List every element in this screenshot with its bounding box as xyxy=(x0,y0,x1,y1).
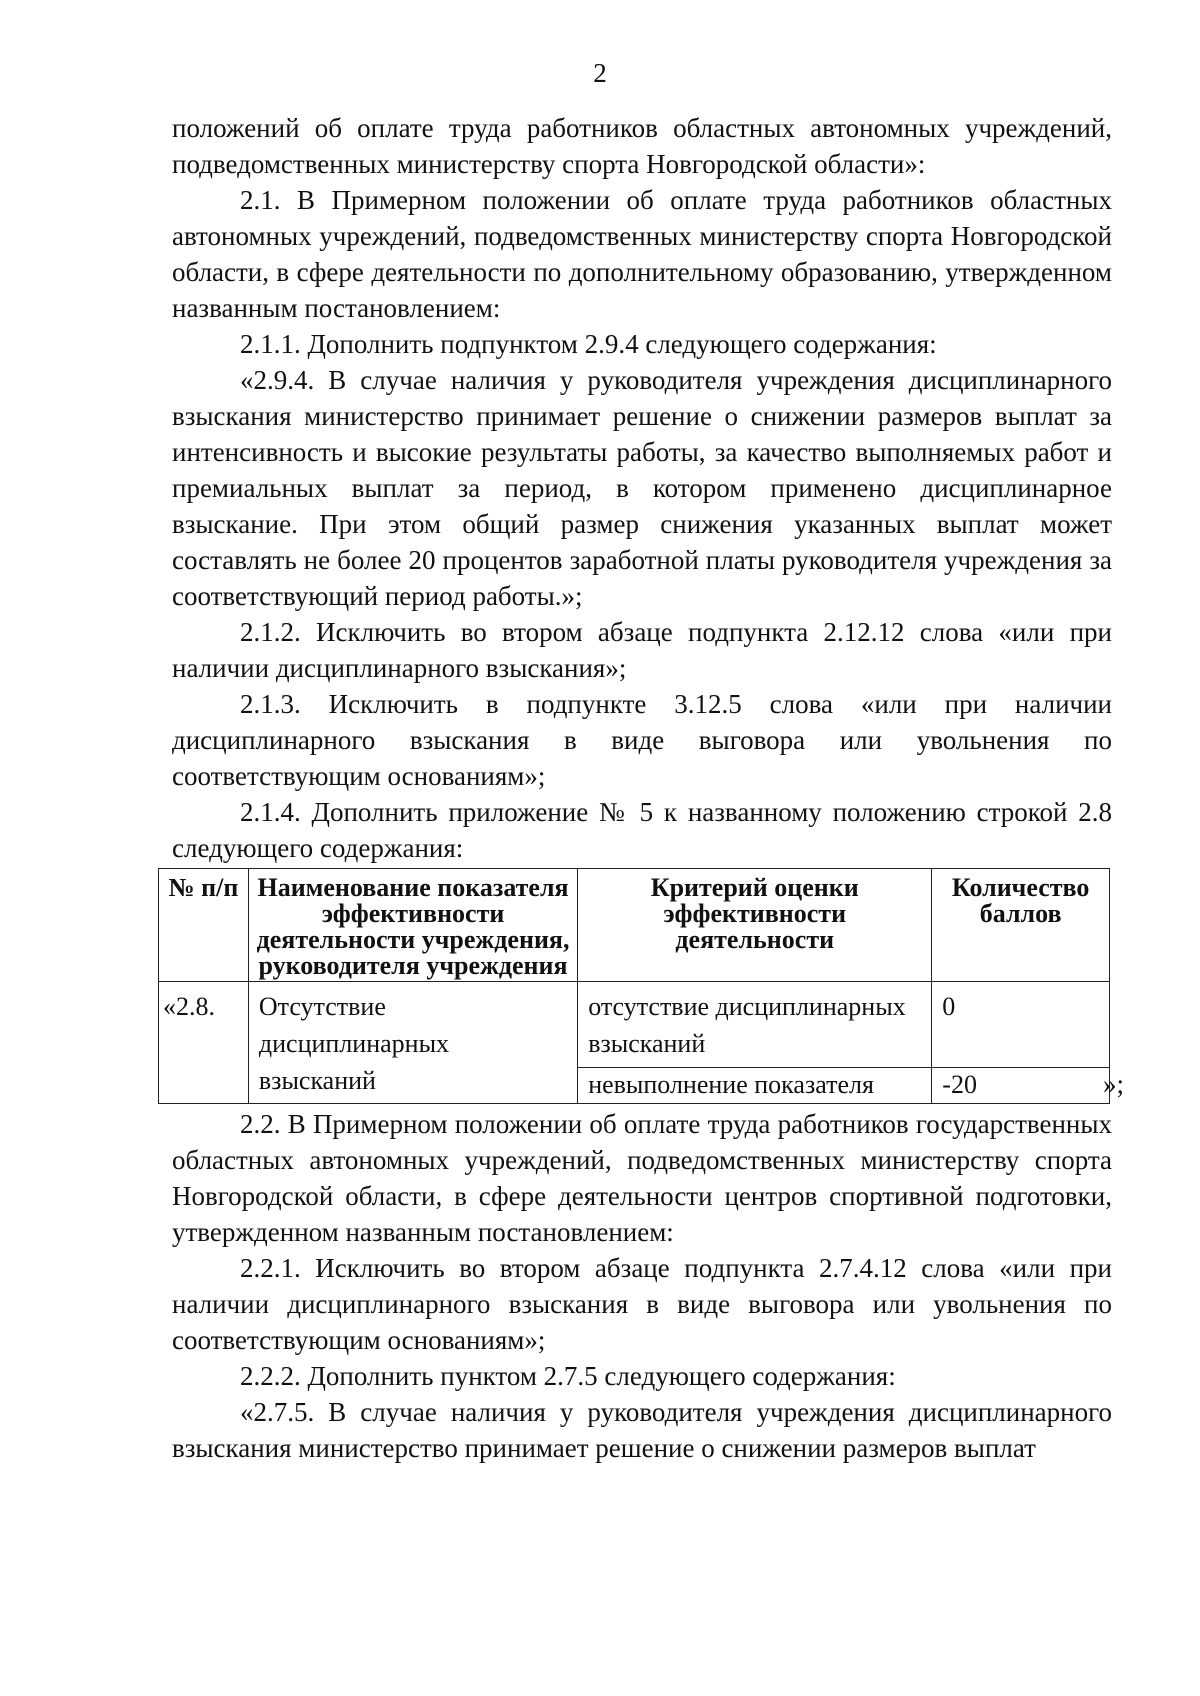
paragraph: 2.1.1. Дополнить подпунктом 2.9.4 следующего содержания: xyxy=(240,329,937,359)
points-cell: 0 xyxy=(932,982,1110,1068)
paragraph: 2.2.1. Исключить во втором абзаце подпункта 2.7.4.12 слова «или при наличии дисциплинарного взыскания в виде выговора или увольнения по соответствующим основаниям»; xyxy=(172,1253,1112,1355)
page-number: 2 xyxy=(593,58,607,88)
criterion-cell: отсутствие дисциплинарных взысканий xyxy=(578,982,932,1068)
paragraph: 2.1.4. Дополнить приложение № 5 к названному положению строкой 2.8 следующего содержания: xyxy=(172,797,1112,863)
criteria-table-wrapper xyxy=(163,868,1124,1104)
paragraph: положений об оплате труда работников областных автономных учреждений, подведомственных министерству спорта Новгородской области»: xyxy=(172,113,1112,179)
document-body xyxy=(163,110,1124,1466)
header-criterion: Критерий оценки эффективности деятельности xyxy=(578,869,932,982)
paragraph: 2.1. В Примерном положении об оплате труда работников областных автономных учреждений, подведомственных министерству спорта Новгородской области, в сфере деятельности по дополнительному образованию, утвержденном названным постановлением: xyxy=(172,185,1112,323)
indicator-cell: Отсутствие дисциплинарных взысканий xyxy=(248,982,577,1104)
paragraph: 2.2. В Примерном положении об оплате труда работников государственных областных автономных учреждений, подведомственных министерству спорта Новгородской области, в сфере деятельности центров спортивной подготовки, утвержденном названным постановлением: xyxy=(172,1109,1112,1247)
paragraph: «2.9.4. В случае наличия у руководителя учреждения дисциплинарного взыскания министерство принимает решение о снижении размеров выплат за интенсивность и высокие результаты работы, за качество выполняемых работ и премиальных выплат за период, в котором применено дисциплинарное взыскание. При этом общий размер снижения указанных выплат может составлять не более 20 процентов заработной платы руководителя учреждения за соответствующий период работы.»; xyxy=(172,365,1112,611)
table-header-row xyxy=(159,869,1110,982)
paragraph: 2.1.2. Исключить во втором абзаце подпункта 2.12.12 слова «или при наличии дисциплинарного взыскания»; xyxy=(172,617,1112,683)
header-points: Количество баллов xyxy=(932,869,1110,982)
row-number-cell: «2.8. xyxy=(159,982,249,1104)
header-indicator: Наименование показателя эффективности деятельности учреждения, руководителя учреждения xyxy=(248,869,577,982)
criteria-table xyxy=(158,868,1110,1104)
paragraph: «2.7.5. В случае наличия у руководителя учреждения дисциплинарного взыскания министерство принимает решение о снижении размеров выплат xyxy=(172,1397,1112,1463)
paragraph: 2.2.2. Дополнить пунктом 2.7.5 следующего содержания: xyxy=(240,1361,896,1391)
header-number: № п/п xyxy=(159,869,249,982)
table-closing-quote: »; xyxy=(1102,1069,1124,1099)
criterion-cell: невыполнение показателя xyxy=(578,1068,932,1104)
table-row xyxy=(159,982,1110,1068)
paragraph: 2.1.3. Исключить в подпункте 3.12.5 слова «или при наличии дисциплинарного взыскания в виде выговора или увольнения по соответствующим основаниям»; xyxy=(172,689,1112,791)
points-cell: -20 xyxy=(932,1068,1110,1104)
